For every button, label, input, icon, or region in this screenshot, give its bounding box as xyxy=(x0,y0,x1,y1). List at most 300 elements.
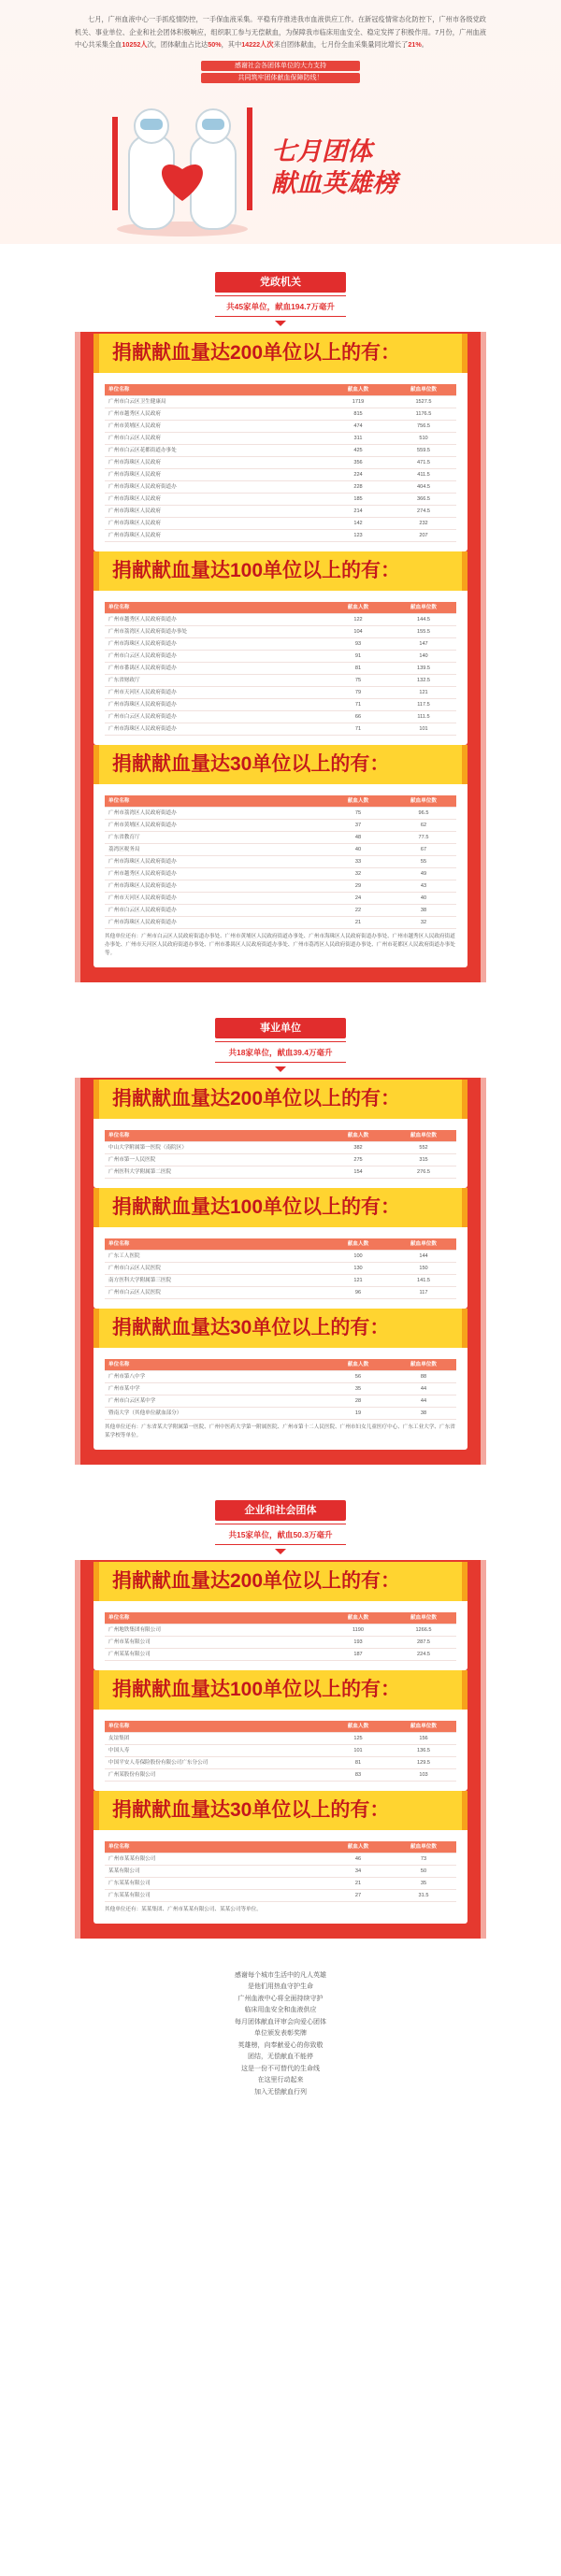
table-cell: 广州市越秀区人民政府街道办 xyxy=(105,867,325,880)
hero-banner xyxy=(75,89,486,238)
table-cell: 474 xyxy=(325,420,391,432)
table-cell: 117.5 xyxy=(391,698,456,710)
tier-title: 捐献献血量达100单位以上的有： xyxy=(94,551,468,591)
table-cell: 129.5 xyxy=(391,1756,456,1768)
tier-note: 其他单位还有：广州市白云区人民政府街道办事处、广州市黄埔区人民政府街道办事处、广州市海珠区人民政府街道办事处、广州市越秀区人民政府街道办事处、广州市天河区人民政府街道办事处、广州市番禺区人民政府街道办事处、广州市荔湾区人民政府街道办事处、广州市花都区人民政府街道办事处等。 xyxy=(105,933,455,956)
table-cell: 136.5 xyxy=(391,1744,456,1756)
table-cell: 38 xyxy=(391,904,456,916)
table-cell: 366.5 xyxy=(391,493,456,505)
tier-card xyxy=(94,754,468,967)
column-header: 献血人数 xyxy=(325,602,391,614)
table-cell: 广州市白云区人民政府街道办 xyxy=(105,710,325,723)
table-row xyxy=(105,1732,456,1744)
donation-table xyxy=(105,1130,456,1179)
table-cell: 广州市白云区人民医院 xyxy=(105,1286,325,1298)
table-row xyxy=(105,855,456,867)
column-header: 献血人数 xyxy=(325,1130,391,1142)
slogan-line-1: 感谢社会各团体单位的大力支持 xyxy=(201,61,360,71)
table-cell: 广东省教育厅 xyxy=(105,831,325,843)
table-cell: 21 xyxy=(325,1877,391,1889)
table-cell: 1176.5 xyxy=(391,408,456,420)
table-cell: 广州市海珠区人民政府街道办 xyxy=(105,723,325,735)
table-cell: 暨南大学（其他单位献血部分） xyxy=(105,1407,325,1419)
table-row xyxy=(105,505,456,517)
table-cell: 275 xyxy=(325,1153,391,1166)
table-cell: 广州市海珠区人民政府 xyxy=(105,493,325,505)
section-summary: 共18家单位，献血39.4万毫升 xyxy=(228,1047,333,1057)
table-cell: 32 xyxy=(391,916,456,928)
table-cell: 广东某某有限公司 xyxy=(105,1877,325,1889)
table-cell: 广州市海珠区人民政府街道办 xyxy=(105,916,325,928)
column-header: 献血单位数 xyxy=(391,1359,456,1371)
table-cell: 756.5 xyxy=(391,420,456,432)
table-cell: 144.5 xyxy=(391,613,456,625)
table-row xyxy=(105,468,456,480)
table-cell: 46 xyxy=(325,1853,391,1865)
table-cell: 311 xyxy=(325,432,391,444)
donation-table xyxy=(105,795,456,929)
closing-line: 团结，无偿献血不能停 xyxy=(248,2054,313,2061)
section-panel-enterprises xyxy=(75,1560,486,1939)
table-cell: 广州市白云区卫生健康局 xyxy=(105,395,325,408)
table-row xyxy=(105,625,456,637)
table-cell: 122 xyxy=(325,613,391,625)
table-cell: 广州地铁集团有限公司 xyxy=(105,1624,325,1636)
table-cell: 287.5 xyxy=(391,1636,456,1648)
closing-line: 单位颁发表彰奖牌 xyxy=(254,2030,307,2038)
intro-highlight: 14222人次 xyxy=(241,40,274,50)
table-row xyxy=(105,892,456,904)
table-cell: 广州市白云区人民政府街道办 xyxy=(105,650,325,662)
table-cell: 147 xyxy=(391,637,456,650)
section-panel-institutions xyxy=(75,1078,486,1465)
section-panel-government xyxy=(75,332,486,982)
column-header: 献血单位数 xyxy=(391,1238,456,1251)
closing-line: 广州血液中心将全面持续守护 xyxy=(237,1995,324,2002)
table-cell: 广州市某有限公司 xyxy=(105,1636,325,1648)
table-row xyxy=(105,1395,456,1407)
table-cell: 193 xyxy=(325,1636,391,1648)
table-cell: 广州市海珠区人民政府街道办 xyxy=(105,698,325,710)
tier-card xyxy=(94,1089,468,1188)
table-cell: 广州市天河区人民政府街道办 xyxy=(105,892,325,904)
section-title: 党政机关 xyxy=(215,272,346,293)
table-row xyxy=(105,1853,456,1865)
table-cell: 广州市海珠区人民政府 xyxy=(105,517,325,529)
column-header: 献血人数 xyxy=(325,1612,391,1624)
table-cell: 96.5 xyxy=(391,807,456,819)
tier-note: 其他单位还有：广东省某大学附属第一医院、广州中医药大学第一附属医院、广州市第十二人民医院、广州市妇女儿童医疗中心、广东工业大学、广东省某学校等单位。 xyxy=(105,1424,455,1438)
table-cell: 44 xyxy=(391,1382,456,1395)
table-cell: 142 xyxy=(325,517,391,529)
section-title: 企业和社会团体 xyxy=(215,1500,346,1521)
table-cell: 广州市海珠区人民政府街道办 xyxy=(105,637,325,650)
table-cell: 37 xyxy=(325,819,391,831)
closing-line: 是他们用热血守护生命 xyxy=(248,1983,313,1991)
table-row xyxy=(105,408,456,420)
table-cell: 广州市黄埔区人民政府街道办 xyxy=(105,819,325,831)
table-header-row xyxy=(105,795,456,808)
column-header: 单位名称 xyxy=(105,1130,325,1142)
table-cell: 154 xyxy=(325,1166,391,1178)
table-row xyxy=(105,432,456,444)
section-summary: 共15家单位，献血50.3万毫升 xyxy=(228,1529,333,1539)
table-cell: 104 xyxy=(325,625,391,637)
tier-card xyxy=(94,1800,468,1924)
table-cell: 南方医科大学附属第三医院 xyxy=(105,1274,325,1286)
table-cell: 19 xyxy=(325,1407,391,1419)
table-cell: 广州市荔湾区人民政府街道办事处 xyxy=(105,625,325,637)
table-cell: 广东省财政厅 xyxy=(105,674,325,686)
section-summary: 共45家单位，献血194.7万毫升 xyxy=(226,301,335,311)
tier-title: 捐献献血量达200单位以上的有： xyxy=(94,334,468,373)
tier-title: 捐献献血量达30单位以上的有： xyxy=(94,1791,468,1830)
table-row xyxy=(105,880,456,892)
table-cell: 77.5 xyxy=(391,831,456,843)
table-cell: 32 xyxy=(325,867,391,880)
table-cell: 广州市某中学 xyxy=(105,1382,325,1395)
table-row xyxy=(105,1648,456,1660)
table-cell: 139.5 xyxy=(391,662,456,674)
table-cell: 27 xyxy=(325,1889,391,1901)
table-cell: 荔湾区税务局 xyxy=(105,843,325,855)
table-cell: 21 xyxy=(325,916,391,928)
column-header: 献血单位数 xyxy=(391,1721,456,1733)
table-row xyxy=(105,1756,456,1768)
table-cell: 55 xyxy=(391,855,456,867)
column-header: 单位名称 xyxy=(105,1359,325,1371)
table-cell: 广州医科大学附属第二医院 xyxy=(105,1166,325,1178)
donation-table xyxy=(105,1841,456,1902)
table-row xyxy=(105,1141,456,1153)
table-cell: 81 xyxy=(325,662,391,674)
table-row xyxy=(105,1370,456,1382)
table-cell: 中国人寿 xyxy=(105,1744,325,1756)
table-cell: 121 xyxy=(325,1274,391,1286)
tier-card xyxy=(94,1571,468,1670)
table-row xyxy=(105,1624,456,1636)
table-cell: 81 xyxy=(325,1756,391,1768)
column-header: 献血人数 xyxy=(325,1721,391,1733)
donation-table xyxy=(105,602,456,736)
closing-line: 每月团体献血评审会向爱心团体 xyxy=(235,2018,326,2025)
table-row xyxy=(105,807,456,819)
tier-card xyxy=(94,343,468,551)
table-header-row xyxy=(105,1359,456,1371)
column-header: 单位名称 xyxy=(105,1841,325,1853)
table-cell: 144 xyxy=(391,1250,456,1262)
donation-table xyxy=(105,1238,456,1299)
table-row xyxy=(105,480,456,493)
table-header-row xyxy=(105,1130,456,1142)
table-cell: 35 xyxy=(325,1382,391,1395)
table-row xyxy=(105,1877,456,1889)
table-row xyxy=(105,493,456,505)
table-cell: 411.5 xyxy=(391,468,456,480)
table-cell: 广州市荔湾区人民政府街道办 xyxy=(105,807,325,819)
column-header: 献血人数 xyxy=(325,1841,391,1853)
tier-card xyxy=(94,1318,468,1450)
table-cell: 广州某某有限公司 xyxy=(105,1648,325,1660)
table-row xyxy=(105,916,456,928)
table-cell: 38 xyxy=(391,1407,456,1419)
table-cell: 49 xyxy=(391,867,456,880)
intro-highlight: 50% xyxy=(208,40,222,50)
table-cell: 425 xyxy=(325,444,391,456)
table-row xyxy=(105,1768,456,1781)
table-cell: 123 xyxy=(325,529,391,541)
intro-highlight: 21% xyxy=(408,40,422,50)
table-cell: 276.5 xyxy=(391,1166,456,1178)
table-cell: 71 xyxy=(325,698,391,710)
table-row xyxy=(105,1889,456,1901)
column-header: 献血人数 xyxy=(325,1359,391,1371)
table-cell: 1190 xyxy=(325,1624,391,1636)
table-cell: 274.5 xyxy=(391,505,456,517)
table-cell: 71 xyxy=(325,723,391,735)
table-cell: 广州市海珠区人民政府 xyxy=(105,468,325,480)
section-header-enterprises xyxy=(215,1500,346,1554)
table-cell: 121 xyxy=(391,686,456,698)
table-cell: 356 xyxy=(325,456,391,468)
table-cell: 67 xyxy=(391,843,456,855)
table-cell: 62 xyxy=(391,819,456,831)
table-row xyxy=(105,1262,456,1274)
table-cell: 40 xyxy=(391,892,456,904)
section-header-government xyxy=(215,272,346,326)
table-cell: 广东某某有限公司 xyxy=(105,1889,325,1901)
column-header: 献血人数 xyxy=(325,384,391,396)
tier-card xyxy=(94,561,468,745)
table-cell: 广州市白云区人民医院 xyxy=(105,1262,325,1274)
table-row xyxy=(105,1250,456,1262)
table-cell: 广州市黄埔区人民政府 xyxy=(105,420,325,432)
closing-line: 临床用血安全和血液供应 xyxy=(244,2007,317,2014)
table-row xyxy=(105,1407,456,1419)
table-cell: 132.5 xyxy=(391,674,456,686)
table-row xyxy=(105,819,456,831)
table-cell: 广州市越秀区人民政府 xyxy=(105,408,325,420)
table-row xyxy=(105,662,456,674)
table-cell: 141.5 xyxy=(391,1274,456,1286)
slogan-line-2: 共同筑牢团体献血保障防线！ xyxy=(201,73,360,83)
table-row xyxy=(105,613,456,625)
table-cell: 广州市第一人民医院 xyxy=(105,1153,325,1166)
table-cell: 187 xyxy=(325,1648,391,1660)
table-cell: 34 xyxy=(325,1865,391,1877)
table-row xyxy=(105,1153,456,1166)
table-cell: 中山大学附属第一医院（南院区） xyxy=(105,1141,325,1153)
column-header: 献血单位数 xyxy=(391,602,456,614)
chevron-down-icon xyxy=(275,1549,286,1554)
table-cell: 75 xyxy=(325,674,391,686)
table-cell: 广州市海珠区人民政府街道办 xyxy=(105,880,325,892)
table-cell: 93 xyxy=(325,637,391,650)
table-row xyxy=(105,650,456,662)
tier-card xyxy=(94,1680,468,1791)
table-row xyxy=(105,843,456,855)
table-cell: 382 xyxy=(325,1141,391,1153)
table-row xyxy=(105,1274,456,1286)
table-row xyxy=(105,674,456,686)
table-cell: 中国平安人寿保险股份有限公司广东分公司 xyxy=(105,1756,325,1768)
table-cell: 56 xyxy=(325,1370,391,1382)
table-cell: 广州市某某有限公司 xyxy=(105,1853,325,1865)
table-cell: 130 xyxy=(325,1262,391,1274)
table-cell: 50 xyxy=(391,1865,456,1877)
tier-title: 捐献献血量达200单位以上的有： xyxy=(94,1562,468,1601)
hero-title-line-1: 七月团体 xyxy=(271,136,372,165)
medical-staff-illustration-icon xyxy=(112,89,252,238)
table-cell: 31.5 xyxy=(391,1889,456,1901)
tier-title: 捐献献血量达200单位以上的有： xyxy=(94,1080,468,1119)
table-row xyxy=(105,517,456,529)
table-cell: 228 xyxy=(325,480,391,493)
table-cell: 140 xyxy=(391,650,456,662)
column-header: 单位名称 xyxy=(105,1721,325,1733)
chevron-down-icon xyxy=(275,1066,286,1072)
table-header-row xyxy=(105,1841,456,1853)
table-cell: 广州市天河区人民政府街道办 xyxy=(105,686,325,698)
tier-title: 捐献献血量达100单位以上的有： xyxy=(94,1188,468,1227)
table-cell: 815 xyxy=(325,408,391,420)
tier-title: 捐献献血量达30单位以上的有： xyxy=(94,1309,468,1348)
table-cell: 友谊集团 xyxy=(105,1732,325,1744)
column-header: 献血单位数 xyxy=(391,384,456,396)
table-cell: 1719 xyxy=(325,395,391,408)
table-row xyxy=(105,637,456,650)
closing-line: 加入无偿献血行列 xyxy=(254,2088,307,2096)
table-row xyxy=(105,1286,456,1298)
table-row xyxy=(105,529,456,541)
tier-card xyxy=(94,1197,468,1309)
column-header: 献血单位数 xyxy=(391,1612,456,1624)
table-row xyxy=(105,710,456,723)
table-cell: 66 xyxy=(325,710,391,723)
column-header: 献血人数 xyxy=(325,795,391,808)
table-row xyxy=(105,904,456,916)
column-header: 献血人数 xyxy=(325,1238,391,1251)
table-cell: 广州市番禺区人民政府街道办 xyxy=(105,662,325,674)
intro-paragraph: 七月，广州血液中心一手抓疫情防控，一手保血液采集。平稳有序推进我市血液供应工作。在新冠疫情常态化防控下，广州市各级党政机关、事业单位、企业和社会团体积极响应，组织职工参与无偿献血，为保障我市临床用血安全、稳定发挥了积极作用。7月份，广州血液中心共采集全血10252人次，团体献血占比达50%，其中14222人次来自团体献血，七月份全血采集量同比增长了21%。 xyxy=(75,15,486,50)
table-header-row xyxy=(105,384,456,396)
table-cell: 广东工人医院 xyxy=(105,1250,325,1262)
column-header: 单位名称 xyxy=(105,1238,325,1251)
table-cell: 224.5 xyxy=(391,1648,456,1660)
table-row xyxy=(105,1166,456,1178)
table-cell: 79 xyxy=(325,686,391,698)
table-cell: 广州市白云区某中学 xyxy=(105,1395,325,1407)
table-row xyxy=(105,698,456,710)
closing-poem xyxy=(140,1970,421,2099)
donation-table xyxy=(105,1612,456,1661)
table-cell: 广州市第八中学 xyxy=(105,1370,325,1382)
table-cell: 24 xyxy=(325,892,391,904)
table-row xyxy=(105,1744,456,1756)
table-cell: 48 xyxy=(325,831,391,843)
donation-table xyxy=(105,1359,456,1420)
intro-band xyxy=(0,0,561,244)
table-cell: 207 xyxy=(391,529,456,541)
table-cell: 43 xyxy=(391,880,456,892)
table-header-row xyxy=(105,1612,456,1624)
section-header-institutions xyxy=(215,1018,346,1072)
table-row xyxy=(105,723,456,735)
table-cell: 552 xyxy=(391,1141,456,1153)
table-row xyxy=(105,867,456,880)
table-cell: 471.5 xyxy=(391,456,456,468)
table-cell: 22 xyxy=(325,904,391,916)
tier-note: 其他单位还有：某某集团、广州市某某有限公司、某某公司等单位。 xyxy=(105,1906,262,1912)
column-header: 献血单位数 xyxy=(391,1841,456,1853)
table-row xyxy=(105,444,456,456)
table-cell: 111.5 xyxy=(391,710,456,723)
hero-title xyxy=(271,136,397,199)
table-cell: 510 xyxy=(391,432,456,444)
table-cell: 103 xyxy=(391,1768,456,1781)
table-header-row xyxy=(105,602,456,614)
table-header-row xyxy=(105,1721,456,1733)
table-row xyxy=(105,1865,456,1877)
closing-line: 这是一份不可替代的生命线 xyxy=(241,2065,320,2072)
column-header: 献血单位数 xyxy=(391,1130,456,1142)
table-row xyxy=(105,420,456,432)
table-cell: 83 xyxy=(325,1768,391,1781)
table-cell: 73 xyxy=(391,1853,456,1865)
table-cell: 404.5 xyxy=(391,480,456,493)
closing-line: 英雄榜，向奉献爱心的你致敬 xyxy=(237,2041,324,2049)
column-header: 单位名称 xyxy=(105,1612,325,1624)
table-cell: 96 xyxy=(325,1286,391,1298)
table-cell: 28 xyxy=(325,1395,391,1407)
table-cell: 155.5 xyxy=(391,625,456,637)
section-title: 事业单位 xyxy=(215,1018,346,1038)
table-header-row xyxy=(105,1238,456,1251)
table-cell: 185 xyxy=(325,493,391,505)
table-row xyxy=(105,1382,456,1395)
donation-table xyxy=(105,1721,456,1782)
closing-line: 在这里行动起来 xyxy=(257,2077,304,2084)
table-cell: 广州市海珠区人民政府 xyxy=(105,529,325,541)
table-cell: 广州市白云区花都街道办事处 xyxy=(105,444,325,456)
table-cell: 232 xyxy=(391,517,456,529)
table-cell: 101 xyxy=(391,723,456,735)
column-header: 献血单位数 xyxy=(391,795,456,808)
table-cell: 29 xyxy=(325,880,391,892)
table-cell: 224 xyxy=(325,468,391,480)
table-row xyxy=(105,395,456,408)
table-cell: 广州某股份有限公司 xyxy=(105,1768,325,1781)
tier-title: 捐献献血量达100单位以上的有： xyxy=(94,1670,468,1710)
table-cell: 117 xyxy=(391,1286,456,1298)
table-cell: 广州市白云区人民政府 xyxy=(105,432,325,444)
table-row xyxy=(105,1636,456,1648)
table-cell: 广州市越秀区人民政府街道办 xyxy=(105,613,325,625)
table-cell: 广州市白云区人民政府街道办 xyxy=(105,904,325,916)
table-cell: 315 xyxy=(391,1153,456,1166)
table-cell: 1527.5 xyxy=(391,395,456,408)
closing-line: 感谢每个城市生活中的凡人英雄 xyxy=(235,1971,326,1979)
column-header: 单位名称 xyxy=(105,795,325,808)
table-cell: 100 xyxy=(325,1250,391,1262)
table-cell: 1266.5 xyxy=(391,1624,456,1636)
table-cell: 125 xyxy=(325,1732,391,1744)
table-cell: 214 xyxy=(325,505,391,517)
table-cell: 40 xyxy=(325,843,391,855)
table-cell: 广州市海珠区人民政府 xyxy=(105,505,325,517)
table-cell: 某某有限公司 xyxy=(105,1865,325,1877)
table-cell: 75 xyxy=(325,807,391,819)
